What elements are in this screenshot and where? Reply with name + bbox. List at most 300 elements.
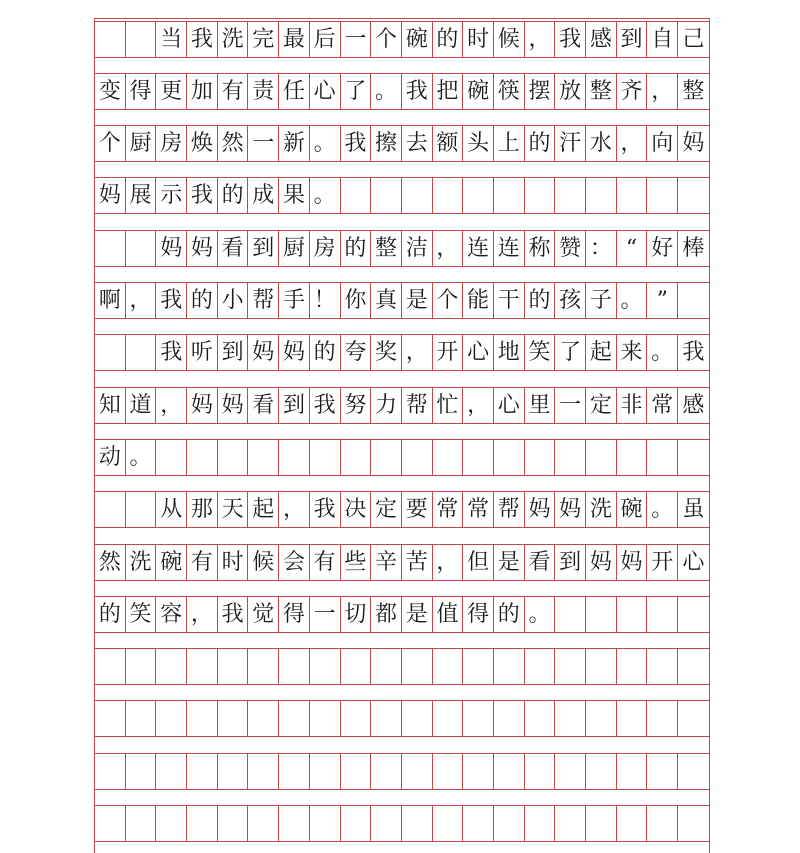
grid-cell: 房 (310, 231, 341, 266)
grid-cell: 你 (341, 283, 372, 318)
grid-cell (586, 649, 617, 684)
grid-cell: 。 (647, 492, 678, 527)
grid-cell: 我 (187, 178, 218, 213)
grid-cell (310, 701, 341, 736)
grid-cell (218, 806, 249, 841)
grid-cell (187, 754, 218, 789)
grid-cell (525, 806, 556, 841)
grid-cell: 妈 (95, 178, 126, 213)
grid-cell: 得 (463, 597, 494, 632)
grid-cell (126, 492, 157, 527)
grid-cell: 知 (95, 388, 126, 423)
grid-cell (525, 440, 556, 475)
grid-cell: “ (617, 231, 648, 266)
grid-cell: 地 (494, 335, 525, 370)
grid-cell (525, 649, 556, 684)
grid-cell: 齐 (617, 74, 648, 109)
grid-cell: 碗 (463, 74, 494, 109)
grid-cell (617, 701, 648, 736)
grid-cell: 洗 (586, 492, 617, 527)
grid-cell: 连 (463, 231, 494, 266)
grid-cell (433, 754, 464, 789)
grid-cell (341, 701, 372, 736)
grid-cell: 里 (525, 388, 556, 423)
grid-cell (279, 649, 310, 684)
grid-cell: 起 (586, 335, 617, 370)
grid-cell: 笑 (126, 597, 157, 632)
grid-cell: 虽 (682, 496, 705, 522)
grid-cell: 任 (279, 74, 310, 109)
grid-cell: 摆 (525, 74, 556, 109)
grid-cell: 更 (156, 74, 187, 109)
grid-cell: 整 (371, 231, 402, 266)
grid-cell: 额 (433, 126, 464, 161)
grid-cell (126, 701, 157, 736)
grid-cell: 孩 (555, 283, 586, 318)
grid-cell (402, 701, 433, 736)
grid-cell: ， (402, 335, 433, 370)
grid-cell (95, 492, 126, 527)
grid-cell: 我 (187, 22, 218, 57)
grid-cell: 。 (647, 335, 678, 370)
grid-cell (371, 649, 402, 684)
grid-cell: 手 (279, 283, 310, 318)
grid-cell: 值 (433, 597, 464, 632)
grid-cell (248, 754, 279, 789)
grid-cell (95, 335, 126, 370)
grid-cell: 力 (371, 388, 402, 423)
grid-cell: 有 (310, 545, 341, 580)
grid-cell: ， (463, 388, 494, 423)
grid-cell (433, 701, 464, 736)
grid-cell: 时 (463, 22, 494, 57)
grid-cell: 起 (248, 492, 279, 527)
grid-cell: 了 (555, 335, 586, 370)
grid-cell (248, 701, 279, 736)
grid-cell: 决 (341, 492, 372, 527)
grid-cell: 厨 (279, 231, 310, 266)
grid-cell: 到 (617, 22, 648, 57)
grid-cell (95, 649, 126, 684)
grid-cell: 是 (494, 545, 525, 580)
grid-cell: 得 (279, 597, 310, 632)
grid-cell (433, 440, 464, 475)
grid-cell: 个 (433, 283, 464, 318)
grid-cell (586, 178, 617, 213)
grid-cell: 时 (218, 545, 249, 580)
grid-cell: 常 (463, 492, 494, 527)
grid-cell: 都 (371, 597, 402, 632)
grid-cell (126, 231, 157, 266)
grid-cell (218, 440, 249, 475)
grid-cell: 上 (494, 126, 525, 161)
grid-cell: 忙 (433, 388, 464, 423)
grid-cell (156, 754, 187, 789)
grid-cell: ， (126, 283, 157, 318)
grid-cell (218, 649, 249, 684)
grid-cell: 我 (682, 339, 705, 365)
grid-cell: 觉 (248, 597, 279, 632)
grid-cell: 候 (494, 22, 525, 57)
grid-cell: 定 (371, 492, 402, 527)
grid-cell: 到 (218, 335, 249, 370)
grid-cell (647, 440, 678, 475)
grid-cell (187, 649, 218, 684)
grid-writing-paper (94, 18, 710, 853)
grid-cell: 开 (647, 545, 678, 580)
grid-cell: 要 (402, 492, 433, 527)
grid-cell (525, 178, 556, 213)
grid-cell: 成 (248, 178, 279, 213)
grid-cell (647, 754, 678, 789)
grid-cell (617, 754, 648, 789)
grid-cell: 的 (310, 335, 341, 370)
grid-cell (126, 335, 157, 370)
grid-cell: 到 (248, 231, 279, 266)
grid-cell: 啊 (95, 283, 126, 318)
grid-cell: 向 (647, 126, 678, 161)
grid-cell: 从 (156, 492, 187, 527)
grid-cell: 的 (187, 283, 218, 318)
grid-row (95, 282, 709, 319)
grid-cell: 最 (279, 22, 310, 57)
grid-cell: 一 (341, 22, 372, 57)
grid-cell: 帮 (494, 492, 525, 527)
grid-cell: 有 (187, 545, 218, 580)
grid-cell: 洗 (218, 22, 249, 57)
grid-cell: 感 (586, 22, 617, 57)
grid-cell: 妈 (279, 335, 310, 370)
grid-cell (126, 649, 157, 684)
grid-cell: 示 (156, 178, 187, 213)
grid-row (95, 334, 709, 371)
grid-cell: 感 (682, 392, 705, 418)
grid-cell (463, 754, 494, 789)
grid-cell (555, 649, 586, 684)
grid-cell (678, 701, 709, 736)
grid-cell: 妈 (187, 388, 218, 423)
grid-cell: 。 (126, 440, 157, 475)
grid-cell: 筷 (494, 74, 525, 109)
grid-cell (341, 440, 372, 475)
grid-cell: 有 (218, 74, 249, 109)
grid-cell: 定 (586, 388, 617, 423)
grid-cell (463, 649, 494, 684)
grid-cell: 放 (555, 74, 586, 109)
grid-cell (341, 649, 372, 684)
grid-cell (279, 701, 310, 736)
grid-cell: 妈 (682, 130, 705, 156)
grid-cell (463, 701, 494, 736)
grid-cell (218, 754, 249, 789)
grid-cell: ， (279, 492, 310, 527)
grid-cell (95, 701, 126, 736)
grid-cell: 听 (187, 335, 218, 370)
grid-cell (678, 178, 709, 213)
grid-cell: 心 (463, 335, 494, 370)
grid-cell (647, 178, 678, 213)
grid-cell: 的 (341, 231, 372, 266)
grid-cell (494, 649, 525, 684)
grid-cell (95, 754, 126, 789)
grid-cell (617, 178, 648, 213)
grid-cell: 辛 (371, 545, 402, 580)
grid-cell (310, 754, 341, 789)
grid-cell: 己 (682, 26, 705, 52)
grid-cell (341, 178, 372, 213)
grid-cell (402, 440, 433, 475)
grid-cell: 。 (525, 597, 556, 632)
grid-cell: 那 (187, 492, 218, 527)
grid-cell (218, 701, 249, 736)
grid-row (95, 439, 709, 476)
grid-cell (647, 649, 678, 684)
grid-cell: 。 (371, 74, 402, 109)
grid-cell (248, 806, 279, 841)
grid-cell: 开 (433, 335, 464, 370)
grid-cell: ， (433, 545, 464, 580)
grid-cell (647, 701, 678, 736)
grid-cell: 帮 (248, 283, 279, 318)
grid-cell (494, 178, 525, 213)
grid-cell (187, 701, 218, 736)
grid-cell: 的 (494, 597, 525, 632)
grid-cell: 称 (525, 231, 556, 266)
grid-cell: 会 (279, 545, 310, 580)
grid-cell: 看 (248, 388, 279, 423)
grid-cell: 道 (126, 388, 157, 423)
grid-cell (647, 597, 678, 632)
grid-cell: 棒 (682, 235, 705, 261)
grid-cell: 碗 (402, 22, 433, 57)
grid-cell (463, 806, 494, 841)
grid-row (95, 596, 709, 633)
grid-cell (555, 701, 586, 736)
grid-cell: 子 (586, 283, 617, 318)
grid-cell: 汗 (555, 126, 586, 161)
grid-cell: 干 (494, 283, 525, 318)
grid-cell: 个 (371, 22, 402, 57)
grid-row (95, 648, 709, 685)
grid-cell (371, 178, 402, 213)
grid-cell (279, 754, 310, 789)
grid-cell (371, 806, 402, 841)
grid-cell (433, 806, 464, 841)
grid-cell (341, 806, 372, 841)
grid-cell (279, 806, 310, 841)
grid-cell: 小 (218, 283, 249, 318)
grid-cell: 整 (586, 74, 617, 109)
grid-cell: 房 (156, 126, 187, 161)
grid-cell (678, 754, 709, 789)
grid-cell: 当 (156, 22, 187, 57)
grid-cell: 责 (248, 74, 279, 109)
grid-cell (586, 597, 617, 632)
grid-cell: 个 (95, 126, 126, 161)
grid-row (95, 491, 709, 528)
grid-row (95, 177, 709, 214)
grid-cell: 我 (156, 335, 187, 370)
grid-cell: 展 (126, 178, 157, 213)
grid-cell: ， (187, 597, 218, 632)
grid-row (95, 21, 709, 58)
grid-cell (156, 649, 187, 684)
grid-cell (678, 649, 709, 684)
grid-cell: 夸 (341, 335, 372, 370)
grid-cell: ， (647, 74, 678, 109)
grid-cell: 然 (95, 545, 126, 580)
grid-cell: 头 (463, 126, 494, 161)
grid-cell: 妈 (525, 492, 556, 527)
grid-cell: 妈 (555, 492, 586, 527)
grid-cell: 碗 (617, 492, 648, 527)
grid-cell: 看 (525, 545, 556, 580)
grid-cell: 能 (463, 283, 494, 318)
grid-cell (126, 22, 157, 57)
grid-cell (126, 806, 157, 841)
grid-cell: 我 (341, 126, 372, 161)
grid-cell: 一 (248, 126, 279, 161)
grid-cell (463, 440, 494, 475)
grid-cell: 。 (310, 126, 341, 161)
grid-cell: 但 (463, 545, 494, 580)
grid-cell: 容 (156, 597, 187, 632)
grid-cell (555, 178, 586, 213)
grid-cell (494, 440, 525, 475)
grid-cell (678, 283, 709, 318)
grid-cell (156, 440, 187, 475)
grid-cell (156, 806, 187, 841)
grid-cell: 自 (647, 22, 678, 57)
grid-cell: 的 (525, 283, 556, 318)
grid-cell: 到 (279, 388, 310, 423)
grid-cell (95, 231, 126, 266)
grid-cell: 妈 (187, 231, 218, 266)
grid-cell (617, 649, 648, 684)
grid-cell (95, 806, 126, 841)
grid-cell (678, 440, 709, 475)
grid-cell: 我 (310, 492, 341, 527)
grid-cell (402, 178, 433, 213)
grid-cell (678, 597, 709, 632)
grid-cell: 新 (279, 126, 310, 161)
grid-cell: 常 (647, 388, 678, 423)
grid-row (95, 125, 709, 162)
grid-cell: 我 (555, 22, 586, 57)
grid-cell: 心 (682, 549, 705, 575)
grid-cell (494, 701, 525, 736)
grid-cell: 心 (494, 388, 525, 423)
grid-cell: 水 (586, 126, 617, 161)
grid-cell: ” (647, 283, 678, 318)
grid-cell: 真 (371, 283, 402, 318)
grid-cell: 非 (617, 388, 648, 423)
grid-cell: 厨 (126, 126, 157, 161)
grid-cell: 。 (310, 178, 341, 213)
grid-cell: ： (586, 231, 617, 266)
grid-row (95, 544, 709, 581)
grid-cell: ， (617, 126, 648, 161)
grid-row (95, 700, 709, 737)
grid-row (95, 387, 709, 424)
grid-cell (95, 22, 126, 57)
grid-cell: 的 (95, 597, 126, 632)
grid-cell (525, 701, 556, 736)
grid-cell: ， (156, 388, 187, 423)
grid-cell: 后 (310, 22, 341, 57)
grid-cell: 妈 (156, 231, 187, 266)
grid-cell: 整 (682, 78, 705, 104)
grid-cell (586, 806, 617, 841)
grid-cell (310, 649, 341, 684)
grid-cell: 到 (555, 545, 586, 580)
grid-cell (156, 701, 187, 736)
grid-cell: 的 (218, 178, 249, 213)
grid-cell: 常 (433, 492, 464, 527)
grid-row (95, 805, 709, 842)
grid-cell: 的 (525, 126, 556, 161)
grid-row (95, 753, 709, 790)
grid-row (95, 230, 709, 267)
grid-cell (617, 806, 648, 841)
grid-cell: 我 (402, 74, 433, 109)
grid-cell: 切 (341, 597, 372, 632)
grid-cell: ！ (310, 283, 341, 318)
grid-cell: 妈 (218, 388, 249, 423)
grid-cell (555, 806, 586, 841)
grid-cell: 了 (341, 74, 372, 109)
grid-cell: 然 (218, 126, 249, 161)
grid-cell (647, 806, 678, 841)
grid-cell: 的 (433, 22, 464, 57)
grid-cell: 碗 (156, 545, 187, 580)
grid-cell: 完 (248, 22, 279, 57)
grid-cell: 动 (95, 440, 126, 475)
grid-cell (371, 754, 402, 789)
grid-cell: 变 (95, 74, 126, 109)
grid-cell: 。 (617, 283, 648, 318)
grid-cell (617, 597, 648, 632)
grid-cell: 妈 (248, 335, 279, 370)
grid-cell (310, 440, 341, 475)
grid-cell: 赞 (555, 231, 586, 266)
grid-cell (678, 806, 709, 841)
grid-cell (586, 440, 617, 475)
grid-cell (463, 178, 494, 213)
grid-cell: 把 (433, 74, 464, 109)
grid-cell (402, 754, 433, 789)
grid-cell (555, 440, 586, 475)
grid-cell: 心 (310, 74, 341, 109)
grid-cell (525, 754, 556, 789)
grid-cell (402, 649, 433, 684)
grid-cell (494, 806, 525, 841)
grid-cell (248, 440, 279, 475)
grid-cell (586, 754, 617, 789)
grid-cell (341, 754, 372, 789)
grid-cell: 一 (310, 597, 341, 632)
grid-cell: 苦 (402, 545, 433, 580)
grid-cell (371, 440, 402, 475)
grid-cell: 我 (156, 283, 187, 318)
grid-cell: ， (433, 231, 464, 266)
grid-cell (494, 754, 525, 789)
grid-cell (248, 649, 279, 684)
grid-cell: 天 (218, 492, 249, 527)
grid-cell: 是 (402, 597, 433, 632)
grid-cell (279, 440, 310, 475)
grid-cell: 努 (341, 388, 372, 423)
